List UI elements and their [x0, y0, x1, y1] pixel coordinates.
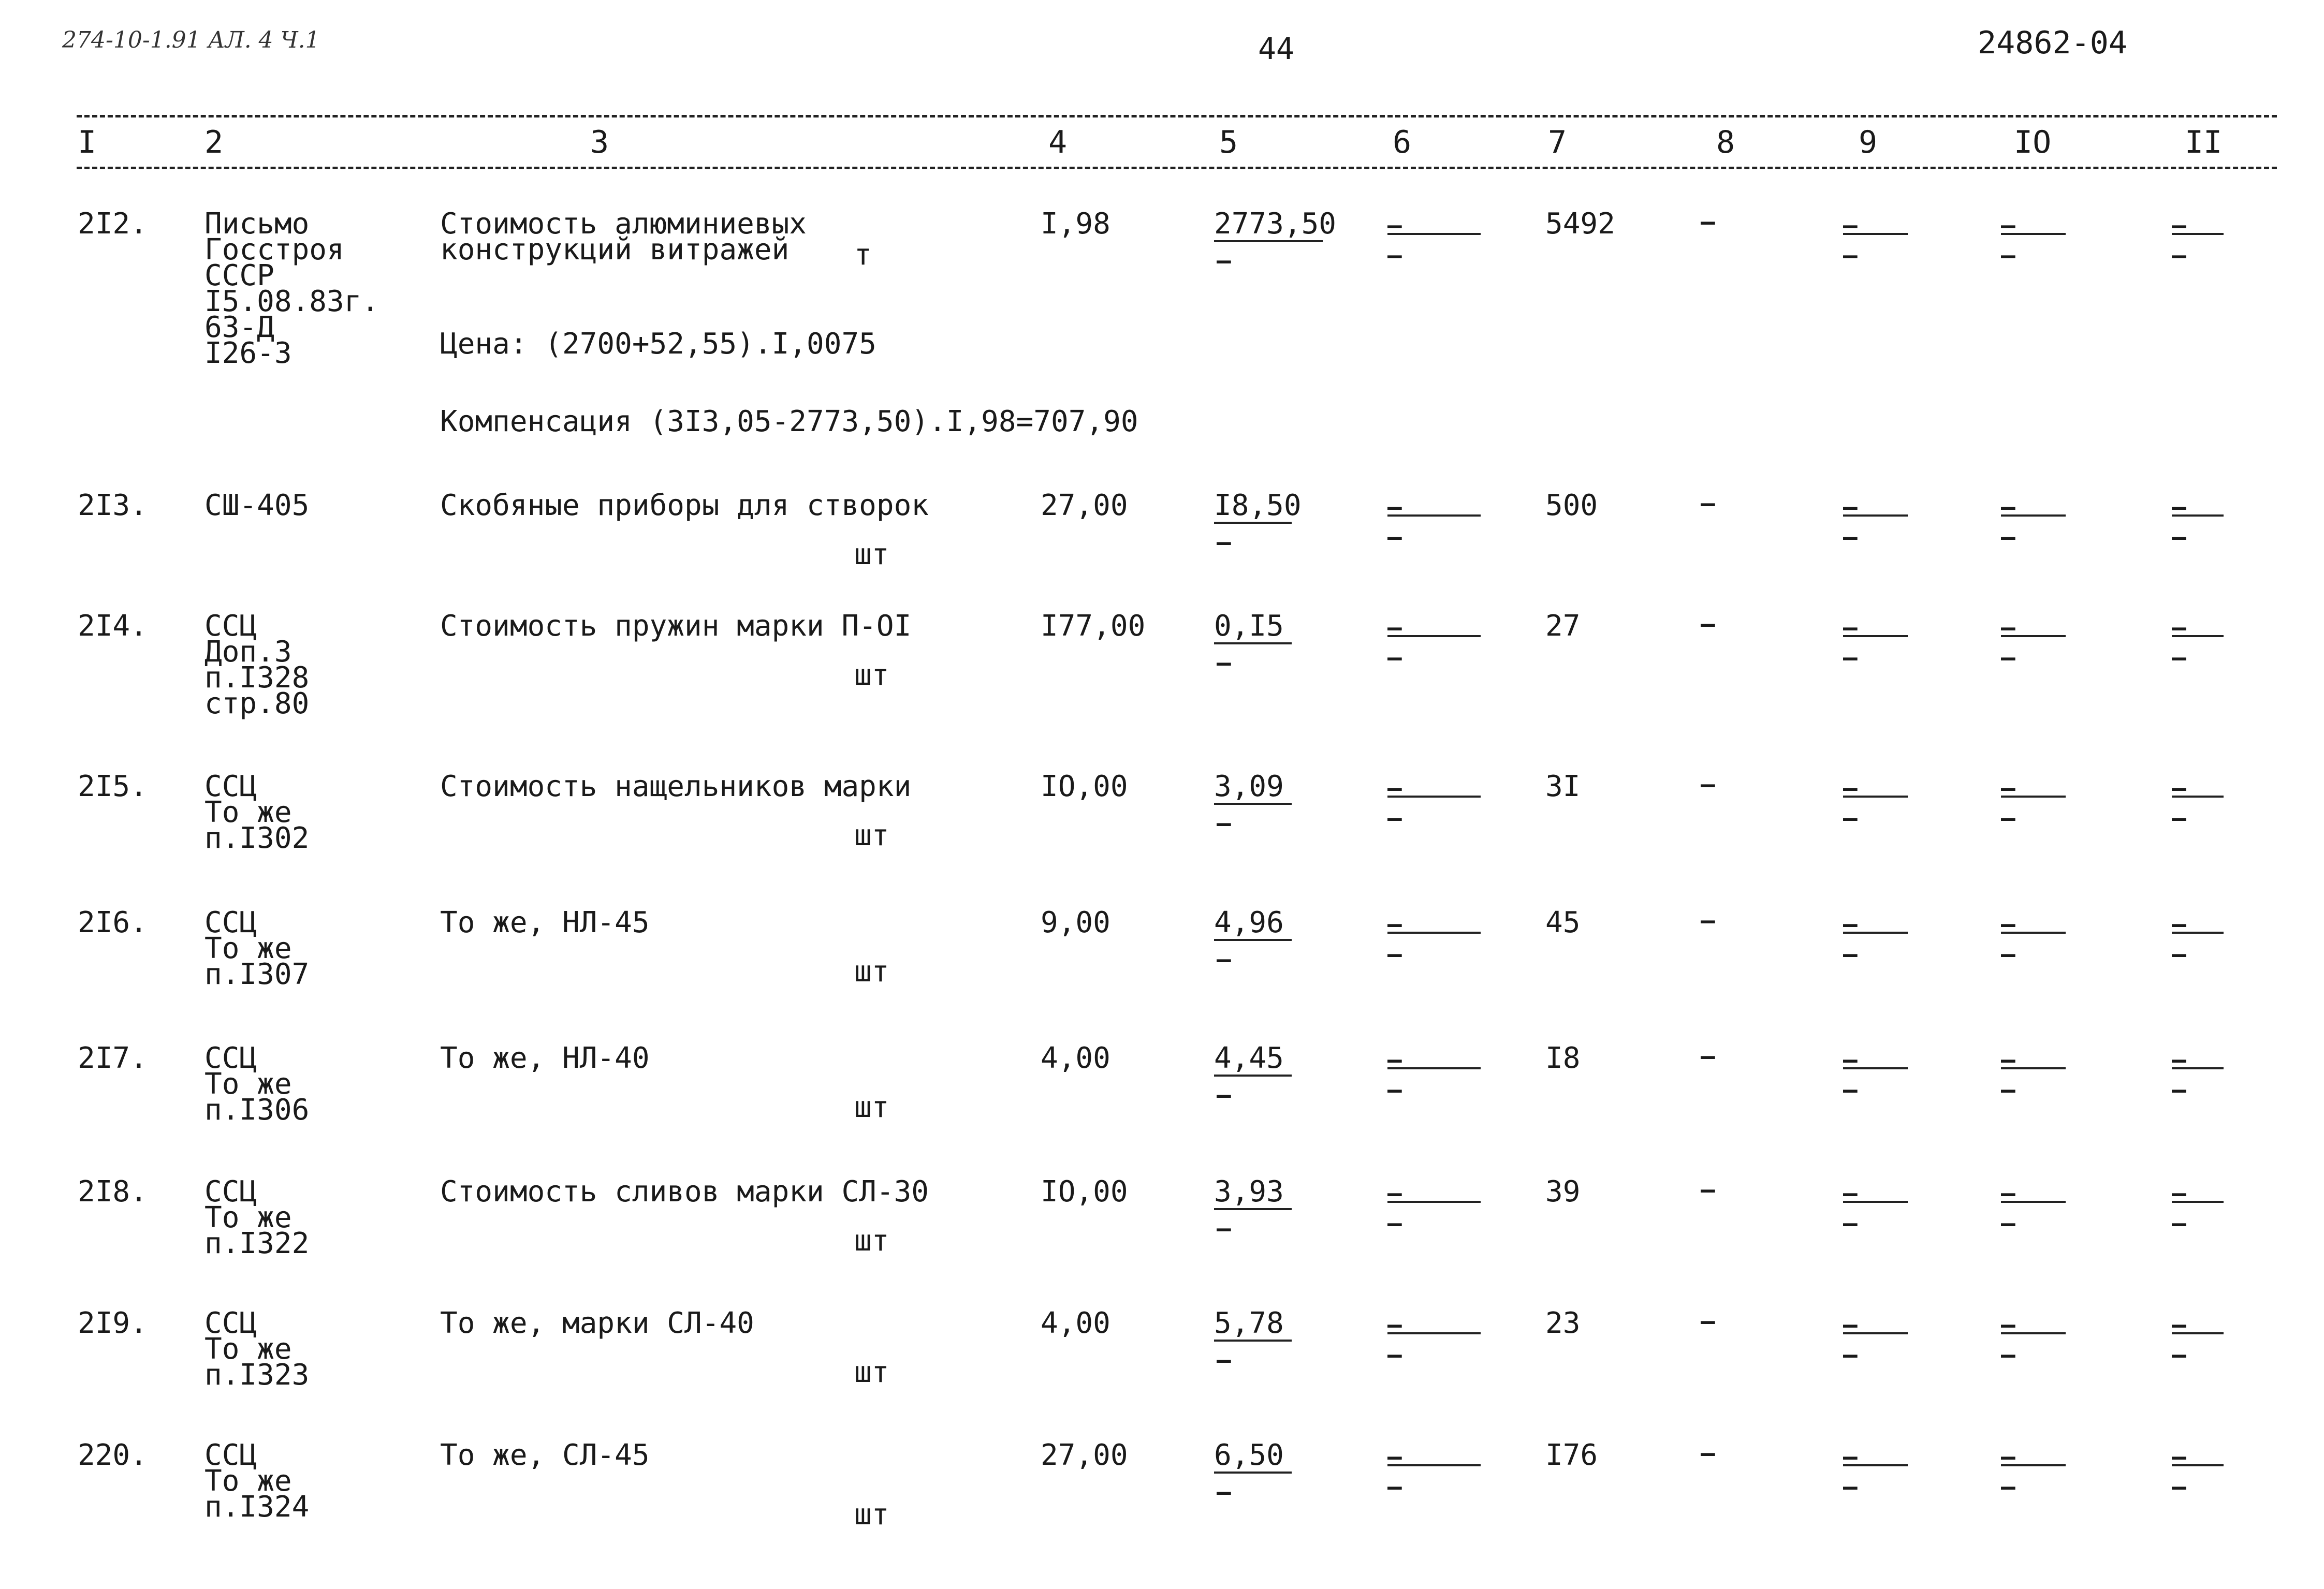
source-reference: СШ-405 [204, 489, 310, 522]
total-cost: 5492 [1545, 207, 1615, 241]
col8-dash: – [1701, 208, 1715, 236]
row-number: 2I3. [78, 489, 148, 522]
column-header-2: 2 [204, 124, 224, 160]
quantity: IO,00 [1041, 1175, 1128, 1209]
empty-cell-dash: – [1843, 643, 1858, 671]
row-number: 2I4. [78, 609, 148, 643]
empty-cell-dash: – [1843, 940, 1858, 968]
empty-cell-dash: – [1387, 523, 1402, 551]
row-number: 2I5. [78, 770, 148, 803]
empty-cell-dash: – [1843, 523, 1858, 551]
unit-price: 0,I5 [1214, 609, 1284, 643]
empty-cell-underline [1843, 1464, 1908, 1466]
empty-cell-dash: – [2172, 1179, 2186, 1207]
empty-cell-underline [2172, 1464, 2224, 1466]
quantity: I,98 [1041, 207, 1110, 241]
column-header-3: 3 [590, 124, 609, 160]
empty-cell-underline [2172, 796, 2224, 798]
empty-cell-underline [2001, 1067, 2066, 1069]
source-reference: ССЦ То же п.I324 [204, 1438, 310, 1524]
empty-cell-dash: – [2001, 910, 2015, 938]
empty-cell-dash: – [2001, 211, 2015, 239]
empty-cell-dash: – [2001, 804, 2015, 832]
empty-cell-dash: – [1843, 910, 1858, 938]
empty-cell-dash: – [1387, 493, 1402, 521]
empty-cell-underline [1843, 1332, 1908, 1334]
empty-cell-underline [1387, 1067, 1481, 1069]
empty-cell-underline [2001, 1332, 2066, 1334]
empty-cell-dash: – [1843, 211, 1858, 239]
row-number: 2I8. [78, 1175, 148, 1209]
price-dash: – [1217, 945, 1231, 973]
empty-cell-underline [2172, 514, 2224, 517]
price-dash: – [1217, 649, 1231, 676]
unit-price: 4,96 [1214, 906, 1284, 939]
empty-cell-dash: – [1387, 211, 1402, 239]
total-cost: I8 [1545, 1041, 1581, 1075]
quantity: IO,00 [1041, 770, 1128, 803]
empty-cell-dash: – [1387, 1341, 1402, 1369]
empty-cell-dash: – [2001, 1473, 2015, 1500]
empty-cell-dash: – [2001, 1076, 2015, 1104]
empty-cell-underline [1843, 932, 1908, 934]
empty-cell-dash: – [1843, 613, 1858, 641]
description: Стоимость алюминиевых конструкций витражей [440, 207, 807, 267]
price-dash: – [1217, 1346, 1231, 1374]
unit-price: I8,50 [1214, 489, 1302, 522]
column-header-10: IO [2014, 124, 2052, 160]
empty-cell-dash: – [1387, 1076, 1402, 1104]
source-reference: ССЦ Доп.3 п.I328 стр.80 [204, 609, 310, 720]
empty-cell-dash: – [2001, 241, 2015, 269]
unit: шт [854, 1498, 889, 1532]
empty-cell-dash: – [2001, 643, 2015, 671]
col8-dash: – [1701, 1307, 1715, 1335]
unit: шт [854, 658, 889, 692]
empty-cell-dash: – [1843, 1473, 1858, 1500]
price-formula: Цена: (2700+52,55).I,0075 [440, 327, 876, 361]
empty-cell-dash: – [2001, 940, 2015, 968]
empty-cell-dash: – [1843, 1179, 1858, 1207]
empty-cell-underline [1387, 514, 1481, 517]
empty-cell-dash: – [1387, 1311, 1402, 1338]
unit: шт [854, 955, 889, 989]
empty-cell-dash: – [1387, 1179, 1402, 1207]
total-cost: 45 [1545, 906, 1581, 939]
column-header-5: 5 [1219, 124, 1238, 160]
empty-cell-dash: – [1387, 804, 1402, 832]
source-reference: ССЦ То же п.I307 [204, 906, 310, 991]
unit-price: 3,09 [1214, 770, 1284, 803]
empty-cell-dash: – [1843, 241, 1858, 269]
empty-cell-dash: – [2001, 1209, 2015, 1237]
empty-cell-underline [2172, 635, 2224, 637]
empty-cell-dash: – [2172, 493, 2186, 521]
empty-cell-dash: – [1387, 1209, 1402, 1237]
header-top-divider [77, 115, 2277, 117]
empty-cell-underline [1387, 932, 1481, 934]
price-underline [1214, 240, 1323, 242]
empty-cell-dash: – [1843, 804, 1858, 832]
description: Скобяные приборы для створок [440, 489, 929, 522]
empty-cell-dash: – [1387, 613, 1402, 641]
empty-cell-dash: – [2001, 1341, 2015, 1369]
quantity: 9,00 [1041, 906, 1110, 939]
source-reference: ССЦ То же п.I302 [204, 770, 310, 855]
empty-cell-underline [2001, 514, 2066, 517]
compensation-formula: Компенсация (3I3,05-2773,50).I,98=707,90 [440, 405, 1138, 438]
price-underline [1214, 939, 1292, 941]
empty-cell-underline [1843, 514, 1908, 517]
page-number: 44 [1258, 31, 1294, 66]
empty-cell-underline [2172, 932, 2224, 934]
quantity: 27,00 [1041, 489, 1128, 522]
total-cost: 500 [1545, 489, 1598, 522]
total-cost: 23 [1545, 1306, 1581, 1340]
unit: шт [854, 1224, 889, 1258]
empty-cell-underline [1387, 233, 1481, 235]
col8-dash: – [1701, 906, 1715, 934]
unit-price: 5,78 [1214, 1306, 1284, 1340]
empty-cell-underline [2001, 932, 2066, 934]
unit: шт [854, 1091, 889, 1124]
row-number: 2I9. [78, 1306, 148, 1340]
empty-cell-underline [1387, 796, 1481, 798]
empty-cell-dash: – [2172, 211, 2186, 239]
price-underline [1214, 1472, 1292, 1474]
empty-cell-underline [1387, 1201, 1481, 1203]
empty-cell-dash: – [2172, 1076, 2186, 1104]
price-dash: – [1217, 528, 1231, 556]
empty-cell-dash: – [1387, 241, 1402, 269]
empty-cell-dash: – [2001, 1046, 2015, 1073]
col8-dash: – [1701, 1042, 1715, 1070]
empty-cell-underline [1843, 1201, 1908, 1203]
empty-cell-dash: – [1843, 774, 1858, 802]
description: Стоимость пружин марки П-OI [440, 609, 912, 643]
empty-cell-dash: – [1843, 1076, 1858, 1104]
empty-cell-dash: – [1387, 940, 1402, 968]
column-header-11: II [2185, 124, 2223, 160]
price-underline [1214, 1075, 1292, 1077]
document-number: 24862-04 [1978, 25, 2127, 61]
empty-cell-dash: – [1843, 1341, 1858, 1369]
quantity: 4,00 [1041, 1306, 1110, 1340]
empty-cell-dash: – [2001, 1179, 2015, 1207]
price-underline [1214, 803, 1292, 805]
unit: шт [854, 819, 889, 852]
source-reference: ССЦ То же п.I322 [204, 1175, 310, 1260]
unit-price: 3,93 [1214, 1175, 1284, 1209]
empty-cell-underline [1843, 635, 1908, 637]
description: Стоимость сливов марки СЛ-30 [440, 1175, 929, 1209]
empty-cell-dash: – [2172, 1209, 2186, 1237]
row-number: 220. [78, 1438, 148, 1472]
column-header-4: 4 [1048, 124, 1068, 160]
empty-cell-underline [2001, 635, 2066, 637]
unit-price: 4,45 [1214, 1041, 1284, 1075]
empty-cell-dash: – [1387, 1443, 1402, 1470]
price-underline [1214, 1208, 1292, 1210]
empty-cell-dash: – [1387, 1473, 1402, 1500]
empty-cell-dash: – [1387, 774, 1402, 802]
row-number: 2I2. [78, 207, 148, 241]
col8-dash: – [1701, 610, 1715, 638]
price-dash: – [1217, 809, 1231, 837]
col8-dash: – [1701, 489, 1715, 517]
empty-cell-underline [1387, 635, 1481, 637]
empty-cell-underline [2001, 1464, 2066, 1466]
empty-cell-dash: – [1387, 643, 1402, 671]
quantity: 4,00 [1041, 1041, 1110, 1075]
description: То же, марки СЛ-40 [440, 1306, 754, 1340]
column-header-9: 9 [1859, 124, 1878, 160]
empty-cell-dash: – [2172, 1311, 2186, 1338]
unit: шт [854, 1356, 889, 1389]
empty-cell-dash: – [1387, 1046, 1402, 1073]
col8-dash: – [1701, 770, 1715, 798]
description: То же, НЛ-45 [440, 906, 650, 939]
column-header-6: 6 [1393, 124, 1412, 160]
col8-dash: – [1701, 1439, 1715, 1467]
empty-cell-dash: – [2172, 1341, 2186, 1369]
total-cost: I76 [1545, 1438, 1598, 1472]
empty-cell-dash: – [1387, 910, 1402, 938]
unit: т [854, 238, 872, 272]
quantity: I77,00 [1041, 609, 1146, 643]
empty-cell-dash: – [2001, 774, 2015, 802]
price-dash: – [1217, 1081, 1231, 1109]
empty-cell-underline [2172, 1067, 2224, 1069]
empty-cell-underline [1843, 796, 1908, 798]
empty-cell-underline [2172, 1201, 2224, 1203]
empty-cell-underline [2001, 233, 2066, 235]
total-cost: 3I [1545, 770, 1581, 803]
header-bottom-divider [77, 167, 2277, 169]
price-underline [1214, 522, 1292, 524]
empty-cell-dash: – [1843, 1046, 1858, 1073]
empty-cell-dash: – [2001, 1443, 2015, 1470]
empty-cell-dash: – [2172, 940, 2186, 968]
price-underline [1214, 642, 1292, 644]
empty-cell-dash: – [2172, 1443, 2186, 1470]
empty-cell-dash: – [2001, 523, 2015, 551]
row-number: 2I6. [78, 906, 148, 939]
description: То же, НЛ-40 [440, 1041, 650, 1075]
empty-cell-dash: – [2172, 241, 2186, 269]
empty-cell-dash: – [1843, 1311, 1858, 1338]
empty-cell-underline [2172, 1332, 2224, 1334]
empty-cell-dash: – [2172, 804, 2186, 832]
column-header-8: 8 [1716, 124, 1735, 160]
price-dash: – [1217, 1478, 1231, 1506]
source-reference: ССЦ То же п.I323 [204, 1306, 310, 1392]
empty-cell-underline [2001, 1201, 2066, 1203]
empty-cell-dash: – [2172, 643, 2186, 671]
unit-price: 2773,50 [1214, 207, 1337, 241]
empty-cell-dash: – [2172, 613, 2186, 641]
source-reference: Письмо Госстроя СССР I5.08.83г. 63-Д I26-3 [204, 207, 379, 370]
empty-cell-dash: – [1843, 493, 1858, 521]
price-dash: – [1217, 246, 1231, 274]
price-dash: – [1217, 1214, 1231, 1242]
empty-cell-dash: – [2001, 1311, 2015, 1338]
col8-dash: – [1701, 1175, 1715, 1203]
empty-cell-underline [2001, 796, 2066, 798]
price-underline [1214, 1340, 1292, 1342]
empty-cell-dash: – [2172, 1473, 2186, 1500]
handwritten-note: 274-10-1.91 АЛ. 4 Ч.1 [62, 27, 320, 53]
empty-cell-underline [1843, 1067, 1908, 1069]
empty-cell-dash: – [2001, 613, 2015, 641]
total-cost: 39 [1545, 1175, 1581, 1209]
empty-cell-dash: – [2172, 523, 2186, 551]
column-header-1: I [78, 124, 97, 160]
column-header-7: 7 [1548, 124, 1567, 160]
empty-cell-underline [2172, 233, 2224, 235]
empty-cell-underline [1387, 1332, 1481, 1334]
empty-cell-underline [1387, 1464, 1481, 1466]
empty-cell-dash: – [1843, 1443, 1858, 1470]
total-cost: 27 [1545, 609, 1581, 643]
empty-cell-dash: – [2172, 910, 2186, 938]
source-reference: ССЦ То же п.I306 [204, 1041, 310, 1127]
description: То же, СЛ-45 [440, 1438, 650, 1472]
empty-cell-dash: – [2172, 1046, 2186, 1073]
quantity: 27,00 [1041, 1438, 1128, 1472]
row-number: 2I7. [78, 1041, 148, 1075]
empty-cell-dash: – [1843, 1209, 1858, 1237]
unit: шт [854, 538, 889, 571]
description: Стоимость нащельников марки [440, 770, 912, 803]
empty-cell-dash: – [2001, 493, 2015, 521]
unit-price: 6,50 [1214, 1438, 1284, 1472]
empty-cell-dash: – [2172, 774, 2186, 802]
empty-cell-underline [1843, 233, 1908, 235]
